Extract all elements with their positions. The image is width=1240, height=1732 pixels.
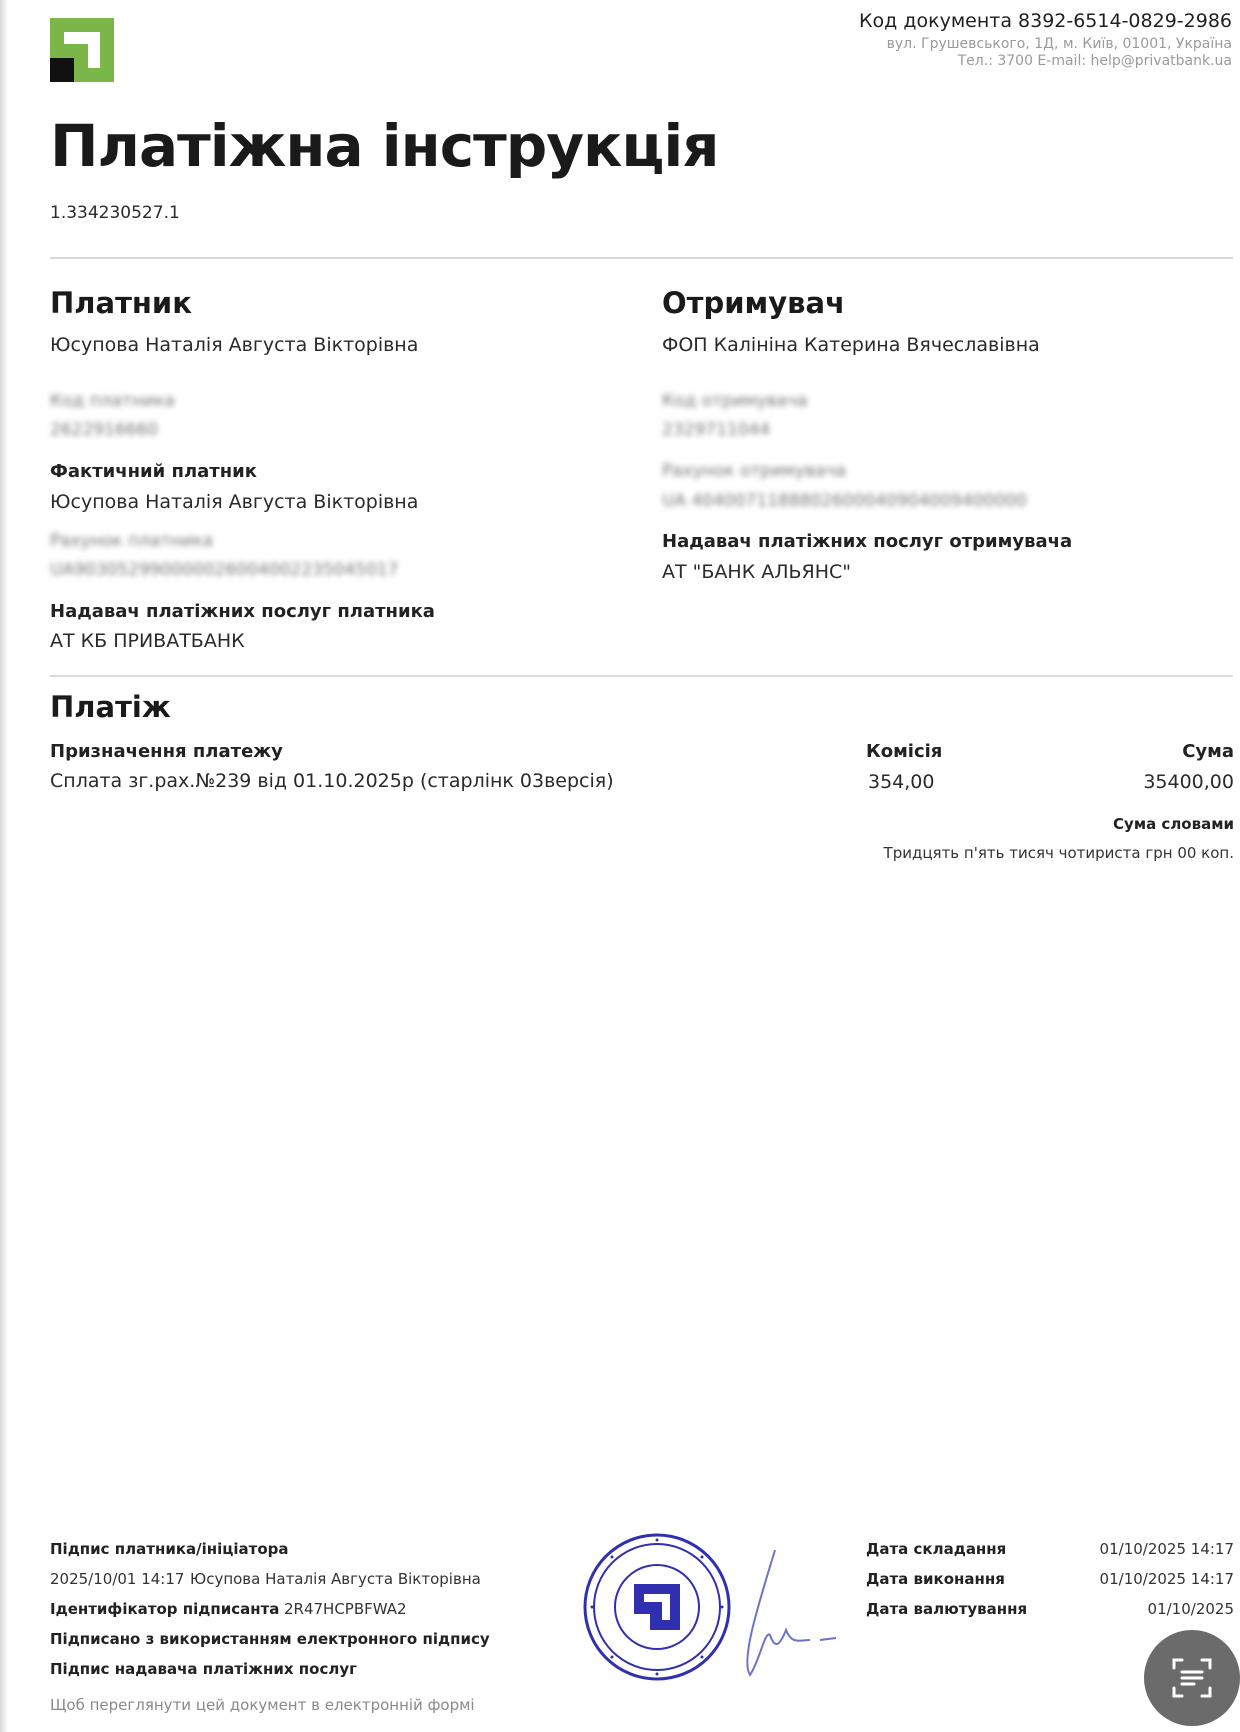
actual-payer-name: Юсупова Наталія Августа Вікторівна: [50, 491, 419, 513]
date-label: Дата виконання: [866, 1570, 1005, 1588]
signer-id-value: 2R47HCPBFWA2: [284, 1600, 407, 1618]
payer-account-label: Рахунок платника: [50, 531, 214, 551]
date-value: 01/10/2025 14:17: [1099, 1540, 1234, 1558]
page-title: Платіжна інструкція: [50, 112, 719, 180]
signature-name: Юсупова Наталія Августа Вікторівна: [190, 1570, 481, 1588]
recipient-name: ФОП Калініна Катерина Вячеславівна: [662, 334, 1040, 356]
handwritten-signature: [720, 1540, 840, 1690]
payer-provider-value: АТ КБ ПРИВАТБАНК: [50, 630, 245, 652]
commission-value: 354,00: [868, 771, 935, 793]
recipient-provider-label: Надавач платіжних послуг отримувача: [662, 531, 1073, 552]
recipient-code-label: Код отримувача: [662, 391, 808, 411]
recipient-title: Отримувач: [662, 286, 845, 320]
payer-code-label: Код платника: [50, 391, 175, 411]
document-code: Код документа 8392-6514-0829-2986: [859, 10, 1232, 32]
bank-logo: [50, 18, 114, 82]
document-number: 1.334230527.1: [50, 203, 180, 223]
recipient-provider-value: АТ "БАНК АЛЬЯНС": [662, 561, 852, 583]
signed-electronic-note: Підписано з використанням електронного підпису: [50, 1630, 490, 1648]
payer-name: Юсупова Наталія Августа Вікторівна: [50, 334, 419, 356]
provider-signature-label: Підпис надавача платіжних послуг: [50, 1660, 357, 1678]
date-label: Дата складання: [866, 1540, 1007, 1558]
amount-value: 35400,00: [1143, 771, 1234, 793]
amount-label: Сума: [1182, 741, 1234, 762]
amount-words-value: Тридцять п'ять тисяч чотириста грн 00 коп.: [883, 844, 1234, 862]
divider: [50, 675, 1233, 677]
text-scan-button[interactable]: [1144, 1630, 1240, 1726]
actual-payer-label: Фактичний платник: [50, 461, 258, 482]
bank-address: вул. Грушевського, 1Д, м. Київ, 01001, Україна: [886, 36, 1232, 52]
date-label: Дата валютування: [866, 1600, 1028, 1618]
payment-title: Платіж: [50, 690, 171, 724]
page-edge-shadow: [0, 0, 8, 1732]
purpose-value: Сплата зг.рах.№239 від 01.10.2025р (старлінк 03версія): [50, 770, 614, 792]
signature-datetime: 2025/10/01 14:17: [50, 1570, 185, 1588]
payer-provider-label: Надавач платіжних послуг платника: [50, 601, 435, 622]
purpose-label: Призначення платежу: [50, 741, 283, 762]
bank-contacts: Тел.: 3700 E-mail: help@privatbank.ua: [957, 53, 1232, 69]
amount-words-label: Сума словами: [1113, 815, 1234, 833]
divider: [50, 257, 1233, 259]
commission-label: Комісія: [866, 741, 943, 762]
signer-id-label: Ідентифікатор підписанта: [50, 1600, 280, 1618]
recipient-account-value: UA 4040071188802600040904009400000: [662, 491, 1027, 511]
bank-stamp: [582, 1532, 732, 1682]
view-electronic-note: Щоб переглянути цей документ в електронній формі: [50, 1696, 475, 1714]
text-scan-icon: [1164, 1650, 1220, 1706]
payer-account-value: UA903052990000026004002235045017: [50, 560, 399, 580]
payer-signature-label: Підпис платника/ініціатора: [50, 1540, 289, 1558]
payer-title: Платник: [50, 286, 192, 320]
date-value: 01/10/2025 14:17: [1099, 1570, 1234, 1588]
date-value: 01/10/2025: [1147, 1600, 1234, 1618]
recipient-account-label: Рахунок отримувача: [662, 461, 846, 481]
payer-code-value: 2622916660: [50, 420, 159, 440]
recipient-code-value: 2329711044: [662, 420, 771, 440]
